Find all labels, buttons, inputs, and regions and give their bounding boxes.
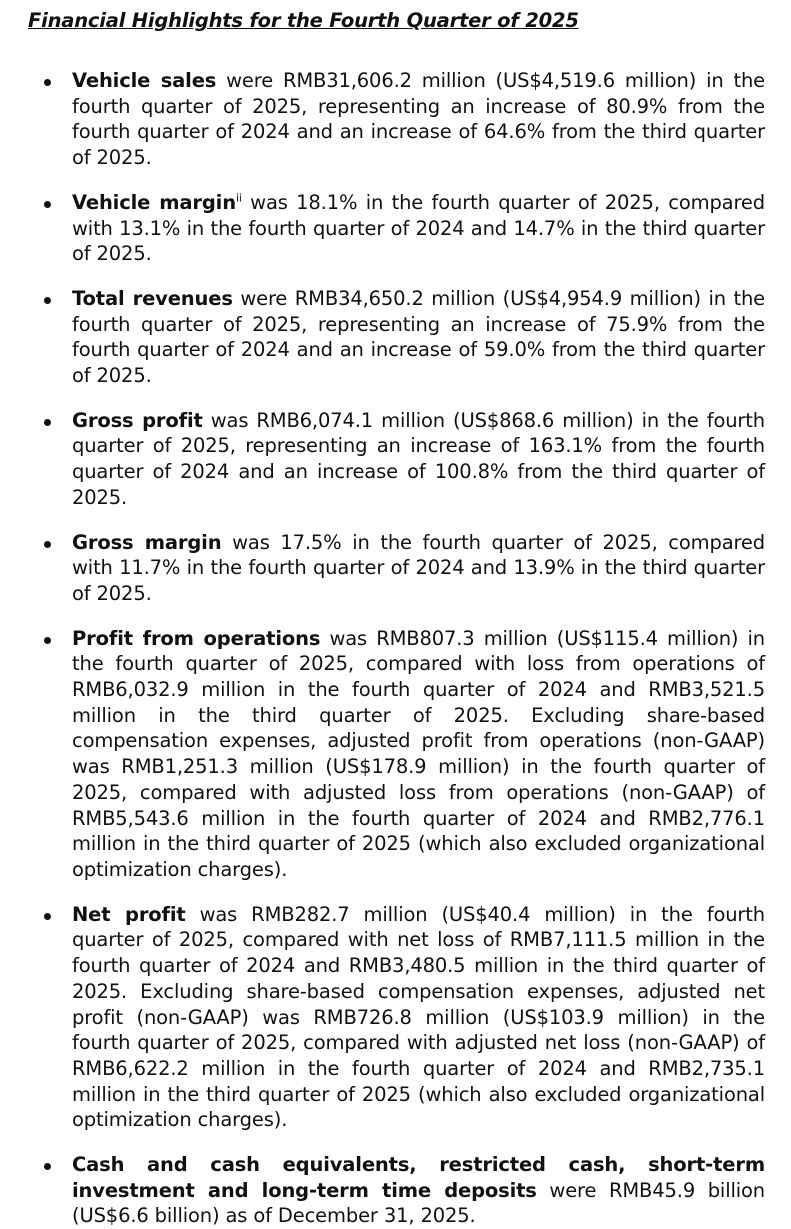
- bullet-icon: [44, 913, 51, 920]
- highlight-term: Gross profit: [72, 408, 203, 432]
- highlights-list: [28, 68, 765, 1229]
- highlight-term: Vehicle sales: [72, 69, 217, 92]
- footnote-marker: ii: [235, 191, 242, 205]
- highlight-text: was RMB6,074.1 million (US$868.6 million) in the fourth quarter of 2025, representing an increase of 163.1% from the fourth quarter of 2024 and an increase of 100.8% from the third quarter of 2025.: [72, 408, 766, 509]
- highlight-text: were RMB34,650.2 million (US$4,954.9 million) in the fourth quarter of 2025, representing an increase of 75.9% from the fourth quarter of 2024 and an increase of 59.0% from the third quarter of 2025.: [72, 286, 766, 388]
- highlight-term: Profit from operations: [72, 626, 321, 650]
- highlight-vehicle-sales: [28, 68, 765, 171]
- highlight-net-profit: [28, 902, 765, 1133]
- highlight-term: Vehicle margin: [72, 190, 236, 214]
- bullet-icon: [44, 79, 51, 86]
- bullet-icon: [44, 637, 51, 644]
- highlight-text: was RMB807.3 million (US$115.4 million) in the fourth quarter of 2025, compared with loss from operations of RMB6,032.9 million in the fourth quarter of 2024 and RMB3,521.5 million in the third quarter of 2025. Excluding share-based compensation expenses, adjusted profit from operations (non-GAAP) was RMB1,251.3 million (US$178.9 million) in the fourth quarter of 2025, compared with adjusted loss from operations (non-GAAP) of RMB5,543.6 million in the fourth quarter of 2024 and RMB2,776.1 million in the third quarter of 2025 (which also excluded organizational optimization charges).: [72, 626, 765, 881]
- bullet-icon: [44, 1163, 51, 1170]
- highlight-term: Gross margin: [72, 530, 222, 554]
- highlight-term: Total revenues: [72, 286, 233, 310]
- highlight-cash-and-deposits: [28, 1152, 765, 1229]
- highlight-text: was 17.5% in the fourth quarter of 2025, compared with 11.7% in the fourth quarter of 2024 and 13.9% in the third quarter of 2025.: [72, 530, 766, 605]
- highlight-text: was 18.1% in the fourth quarter of 2025, compared with 13.1% in the fourth quarter of 2024 and 14.7% in the third quarter of 2025.: [72, 190, 765, 266]
- highlight-total-revenues: [28, 286, 765, 389]
- highlight-gross-profit: [28, 408, 765, 511]
- highlight-text: were RMB45.9 billion (US$6.6 billion) as of December 31, 2025.: [72, 1178, 765, 1228]
- highlight-term: Net profit: [72, 902, 186, 926]
- highlight-text: were RMB31,606.2 million (US$4,519.6 million) in the fourth quarter of 2025, representing an increase of 80.9% from the fourth quarter of 2024 and an increase of 64.6% from the third quarter of 2025.: [72, 69, 766, 170]
- highlight-profit-from-operations: [28, 626, 765, 883]
- highlight-vehicle-margin: [28, 190, 765, 267]
- bullet-icon: [44, 297, 51, 304]
- bullet-icon: [44, 419, 51, 426]
- bullet-icon: [44, 201, 51, 208]
- highlight-term: Cash and cash equivalents, restricted cash, short-term investment and long-term time deposits: [72, 1153, 765, 1202]
- highlight-gross-margin: [28, 530, 765, 607]
- section-title: Financial Highlights for the Fourth Quarter of 2025: [28, 9, 579, 32]
- highlight-text: was RMB282.7 million (US$40.4 million) in the fourth quarter of 2025, compared with net loss of RMB7,111.5 million in the fourth quarter of 2024 and RMB3,480.5 million in the third quarter of 2025. Excluding share-based compensation expenses, adjusted net profit (non-GAAP) was RMB726.8 million (US$103.9 million) in the fourth quarter of 2025, compared with adjusted net loss (non-GAAP) of RMB6,622.2 million in the fourth quarter of 2024 and RMB2,735.1 million in the third quarter of 2025 (which also excluded organizational optimization charges).: [72, 902, 766, 1132]
- bullet-icon: [44, 541, 51, 548]
